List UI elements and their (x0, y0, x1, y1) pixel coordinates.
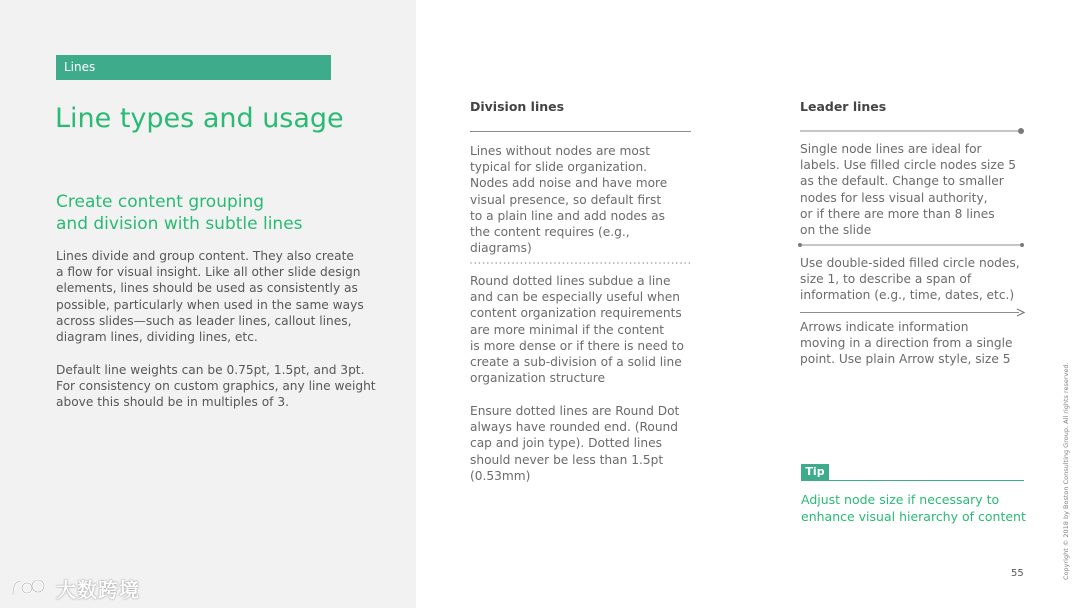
node-dot-icon (1018, 128, 1024, 134)
text-line: possible, particularly when used in the same ways (56, 297, 364, 312)
text-line: Default line weights can be 0.75pt, 1.5pt, and 3pt. (56, 363, 365, 377)
text-line: as the default. Change to smaller (800, 174, 1004, 189)
text-line: create a sub-division of a solid line (470, 355, 682, 370)
text-line: above this should be in multiples of 3. (56, 395, 289, 410)
node-dot-icon (798, 243, 802, 247)
text-line: (0.53mm) (470, 468, 531, 483)
leader-heading: Leader lines (800, 99, 887, 114)
text-line: Arrows indicate information (800, 320, 969, 334)
text-line: or if there are more than 8 lines (800, 206, 995, 221)
text-line: nodes for less visual authority, (800, 190, 988, 205)
text-line: Lines divide and group content. They also create (56, 249, 354, 263)
double-node-line (798, 242, 1026, 248)
text-line: Use double-sided filled circle nodes, (800, 256, 1020, 270)
text-line: on the slide (800, 223, 872, 238)
page-number: 55 (1011, 568, 1024, 579)
text-line: diagrams) (470, 241, 532, 256)
watermark-text: 大数跨境 (56, 577, 140, 602)
text-line: should never be less than 1.5pt (470, 452, 664, 467)
tip-rule (801, 480, 1024, 481)
text-line: the content requires (e.g., (470, 225, 630, 240)
text-line: content organization requirements (470, 306, 682, 321)
text-line: and can be especially useful when (470, 290, 680, 305)
text-line: to a plain line and add nodes as (470, 208, 665, 223)
leader-text-3 (800, 319, 1013, 368)
arrow-line (800, 308, 1026, 317)
text-line: Nodes add noise and have more (470, 176, 668, 191)
text-line: labels. Use filled circle nodes size 5 (800, 158, 1016, 173)
text-line: visual presence, so default first (470, 192, 662, 207)
text-line: moving in a direction from a single (800, 336, 1013, 351)
text-line: Ensure dotted lines are Round Dot (470, 404, 680, 418)
watermark (10, 574, 140, 602)
text-line: across slides—such as leader lines, callout lines, (56, 313, 352, 328)
text-line: a flow for visual insight. Like all other slide design (56, 265, 361, 280)
intro-paragraph-2 (56, 362, 386, 411)
text-line: enhance visual hierarchy of content (801, 508, 1026, 524)
text-line: elements, lines should be used as consistently as (56, 281, 358, 296)
page-title: Line types and usage (55, 103, 344, 134)
division-text-2 (470, 273, 684, 386)
single-node-line (800, 127, 1026, 135)
division-dotted-line (470, 261, 694, 265)
text-line: information (e.g., time, dates, etc.) (800, 288, 1015, 303)
text-line: For consistency on custom graphics, any line weight (56, 379, 376, 394)
watermark-logo-icon (10, 575, 50, 601)
text-line: is more dense or if there is need to (470, 338, 684, 353)
subtitle-line: and division with subtle lines (56, 214, 303, 234)
node-dot-icon (1020, 243, 1024, 247)
text-line: point. Use plain Arrow style, size 5 (800, 352, 1011, 367)
section-tag: Lines (56, 55, 331, 80)
text-line: diagram lines, dividing lines, etc. (56, 330, 258, 345)
text-line: typical for slide organization. (470, 160, 648, 175)
text-line: are more minimal if the content (470, 322, 665, 337)
text-line: Round dotted lines subdue a line (470, 274, 671, 288)
subtitle-line: Create content grouping (56, 192, 265, 212)
division-text-1 (470, 143, 667, 256)
text-line: size 1, to describe a span of (800, 272, 972, 287)
division-plain-line (470, 130, 692, 134)
text-line: always have rounded end. (Round (470, 420, 679, 435)
text-line: Single node lines are ideal for (800, 142, 982, 156)
tip-text (801, 492, 1026, 525)
text-line: cap and join type). Dotted lines (470, 436, 662, 451)
leader-text-1 (800, 141, 1016, 238)
tip-badge: Tip (801, 464, 829, 480)
text-line: Adjust node size if necessary to (801, 492, 1000, 507)
intro-paragraph-1 (56, 248, 386, 345)
division-heading: Division lines (470, 99, 565, 114)
leader-text-2 (800, 255, 1020, 304)
text-line: organization structure (470, 371, 605, 386)
subtitle (56, 191, 303, 235)
text-line: Lines without nodes are most (470, 144, 650, 158)
division-text-3 (470, 403, 679, 484)
copyright-notice: Copyright © 2018 by Boston Consulting Group. All rights reserved. (1062, 362, 1070, 580)
